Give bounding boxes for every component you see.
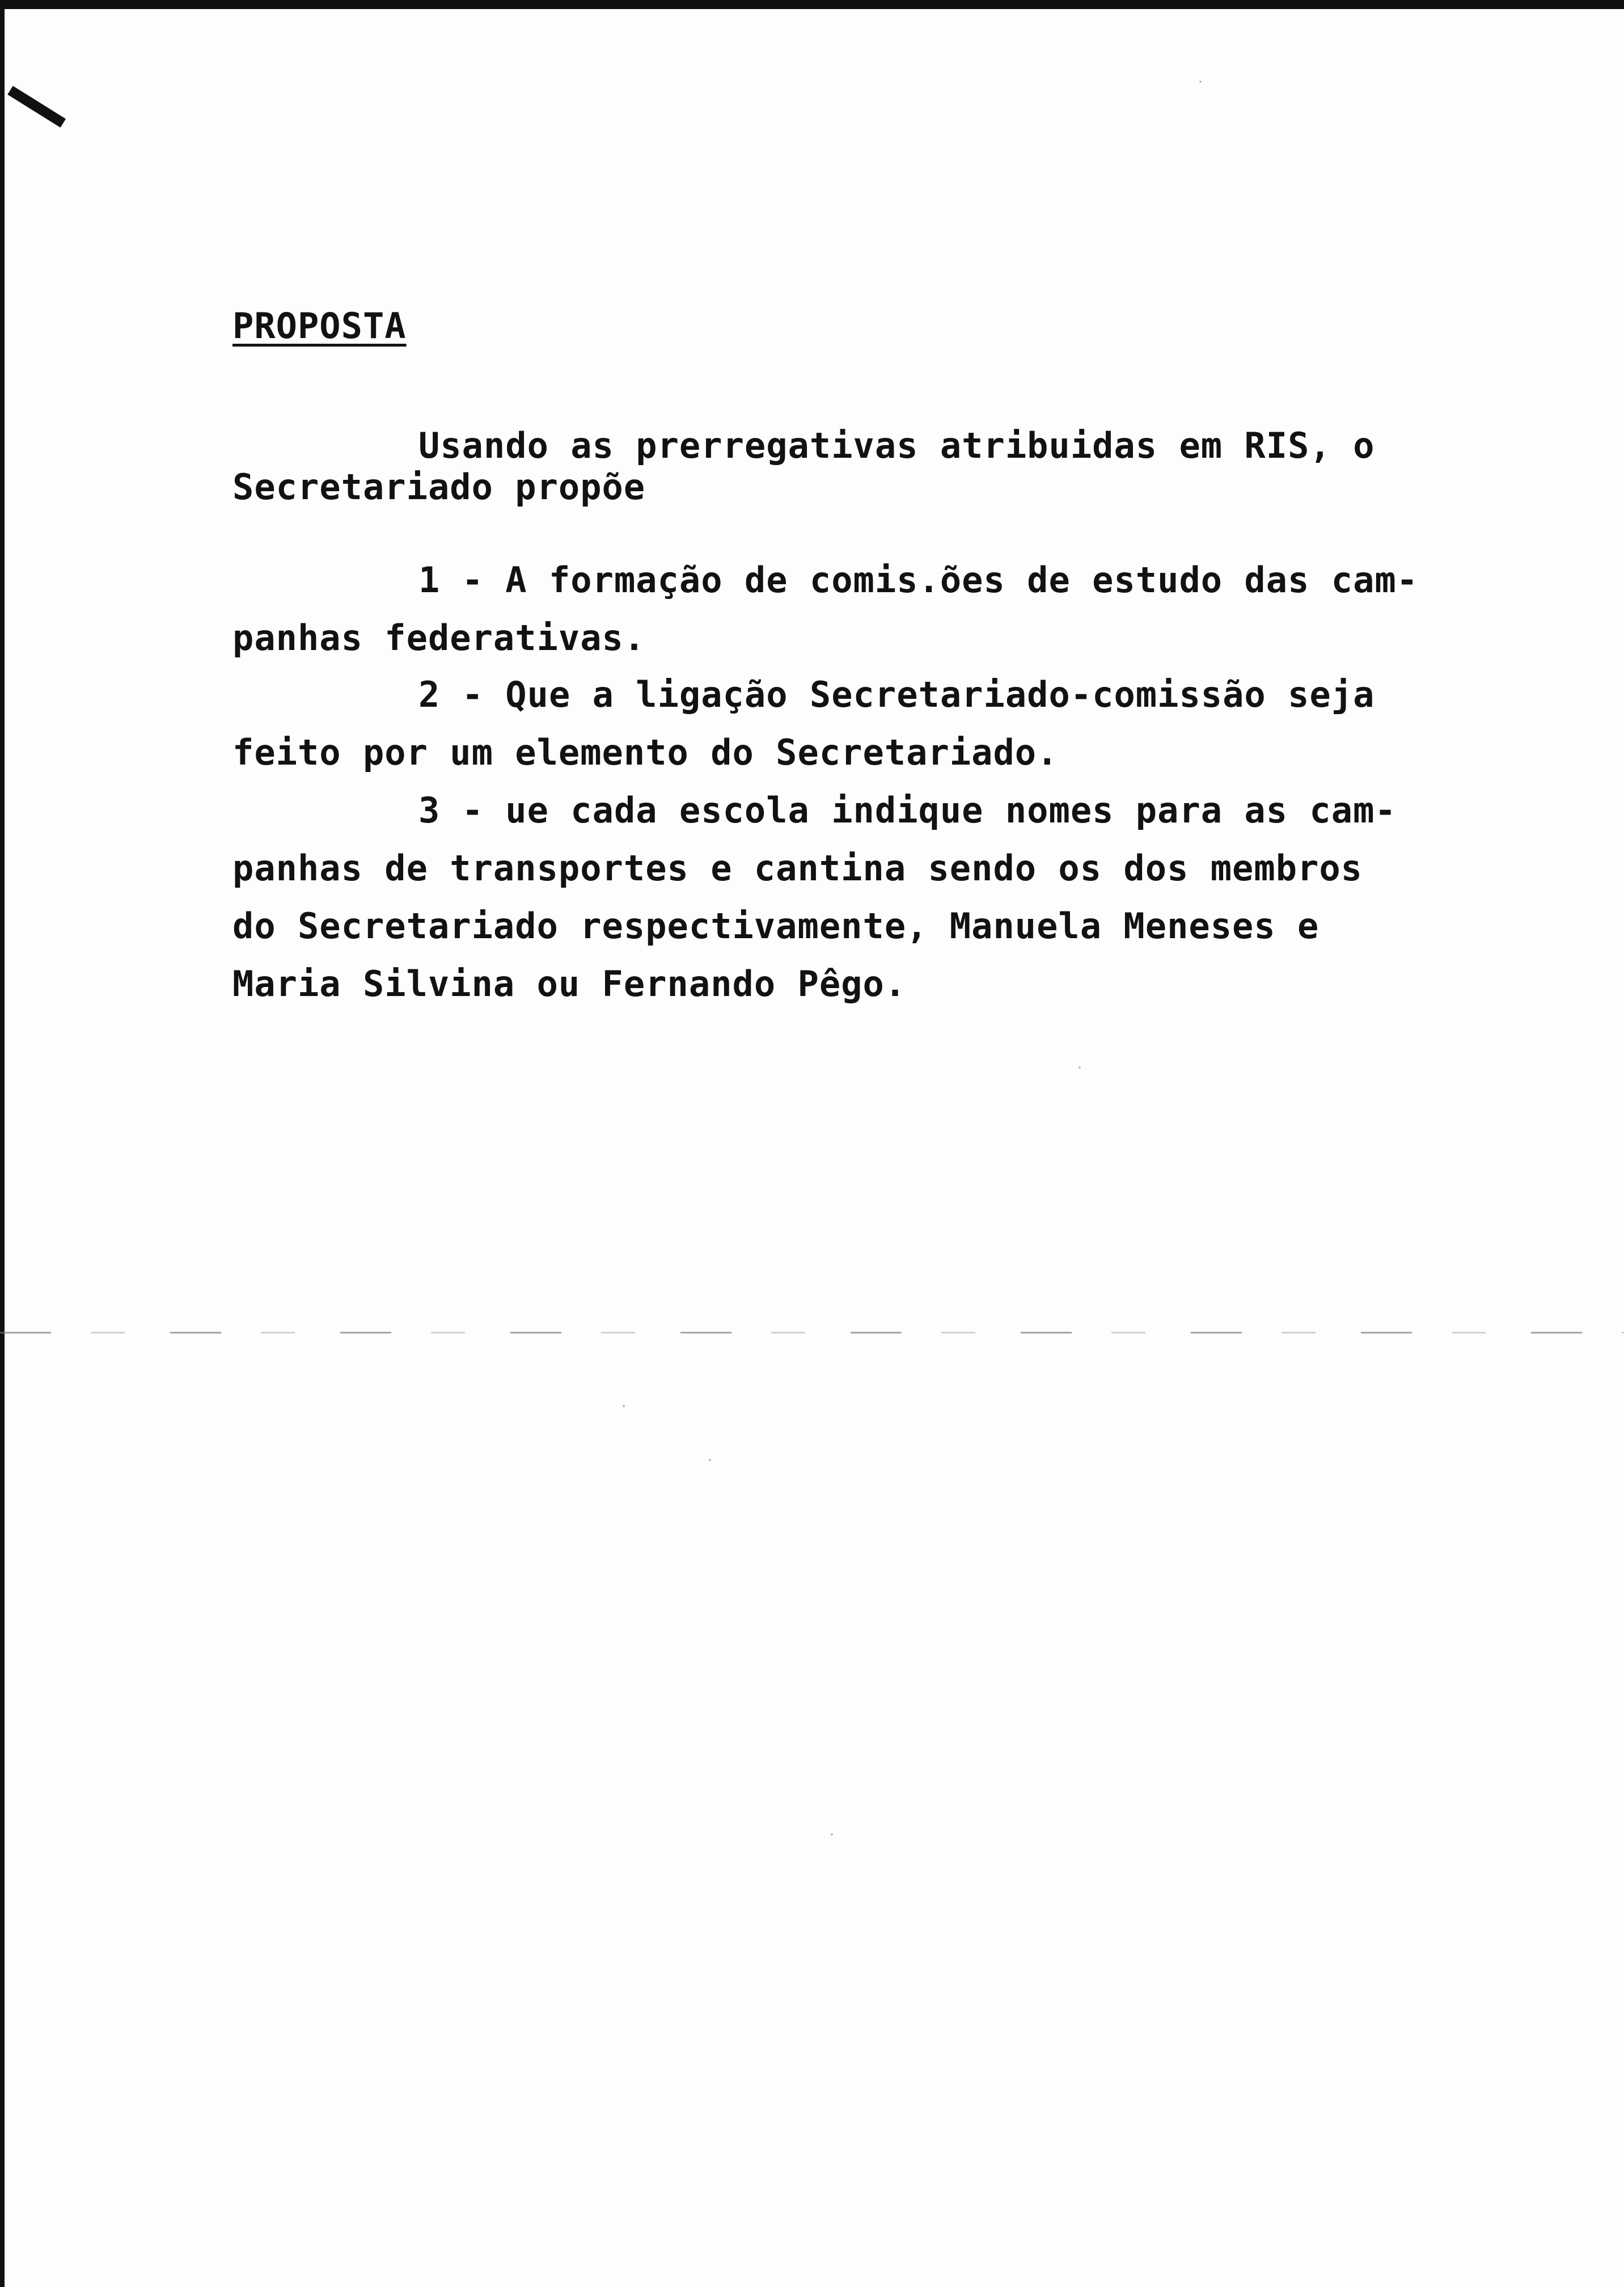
- proposal-item-3-line-1: 3 - ue cada escola indique nomes para as cam-: [418, 790, 1397, 831]
- scan-corner-mark: [7, 86, 66, 128]
- scan-speck: [1199, 81, 1202, 83]
- proposal-item-1-line-1: 1 - A formação de comis.ões de estudo das cam-: [418, 559, 1419, 601]
- scan-speck: [1079, 1066, 1081, 1069]
- document-title: PROPOSTA: [232, 305, 407, 347]
- proposal-item-3-line-4: Maria Silvina ou Fernando Pêgo.: [232, 963, 907, 1005]
- proposal-item-3-line-2: panhas de transportes e cantina sendo os dos membros: [232, 847, 1363, 889]
- scan-top-border: [0, 0, 1624, 9]
- intro-paragraph-line-2: Secretariado propõe: [232, 466, 646, 508]
- proposal-item-3-line-3: do Secretariado respectivamente, Manuela Meneses e: [232, 905, 1320, 947]
- proposal-item-2-line-1: 2 - Que a ligação Secretariado-comissão seja: [418, 674, 1375, 715]
- intro-paragraph-line-1: Usando as prerregativas atribuidas em RIS, o: [418, 425, 1375, 466]
- scan-speck: [623, 1405, 625, 1407]
- proposal-item-1-line-2: panhas federativas.: [232, 617, 646, 659]
- scan-speck: [831, 1833, 833, 1835]
- scan-left-border: [0, 0, 5, 2287]
- page-fold-line: [0, 1332, 1624, 1334]
- proposal-item-2-line-2: feito por um elemento do Secretariado.: [232, 732, 1059, 773]
- scan-speck: [709, 1459, 711, 1461]
